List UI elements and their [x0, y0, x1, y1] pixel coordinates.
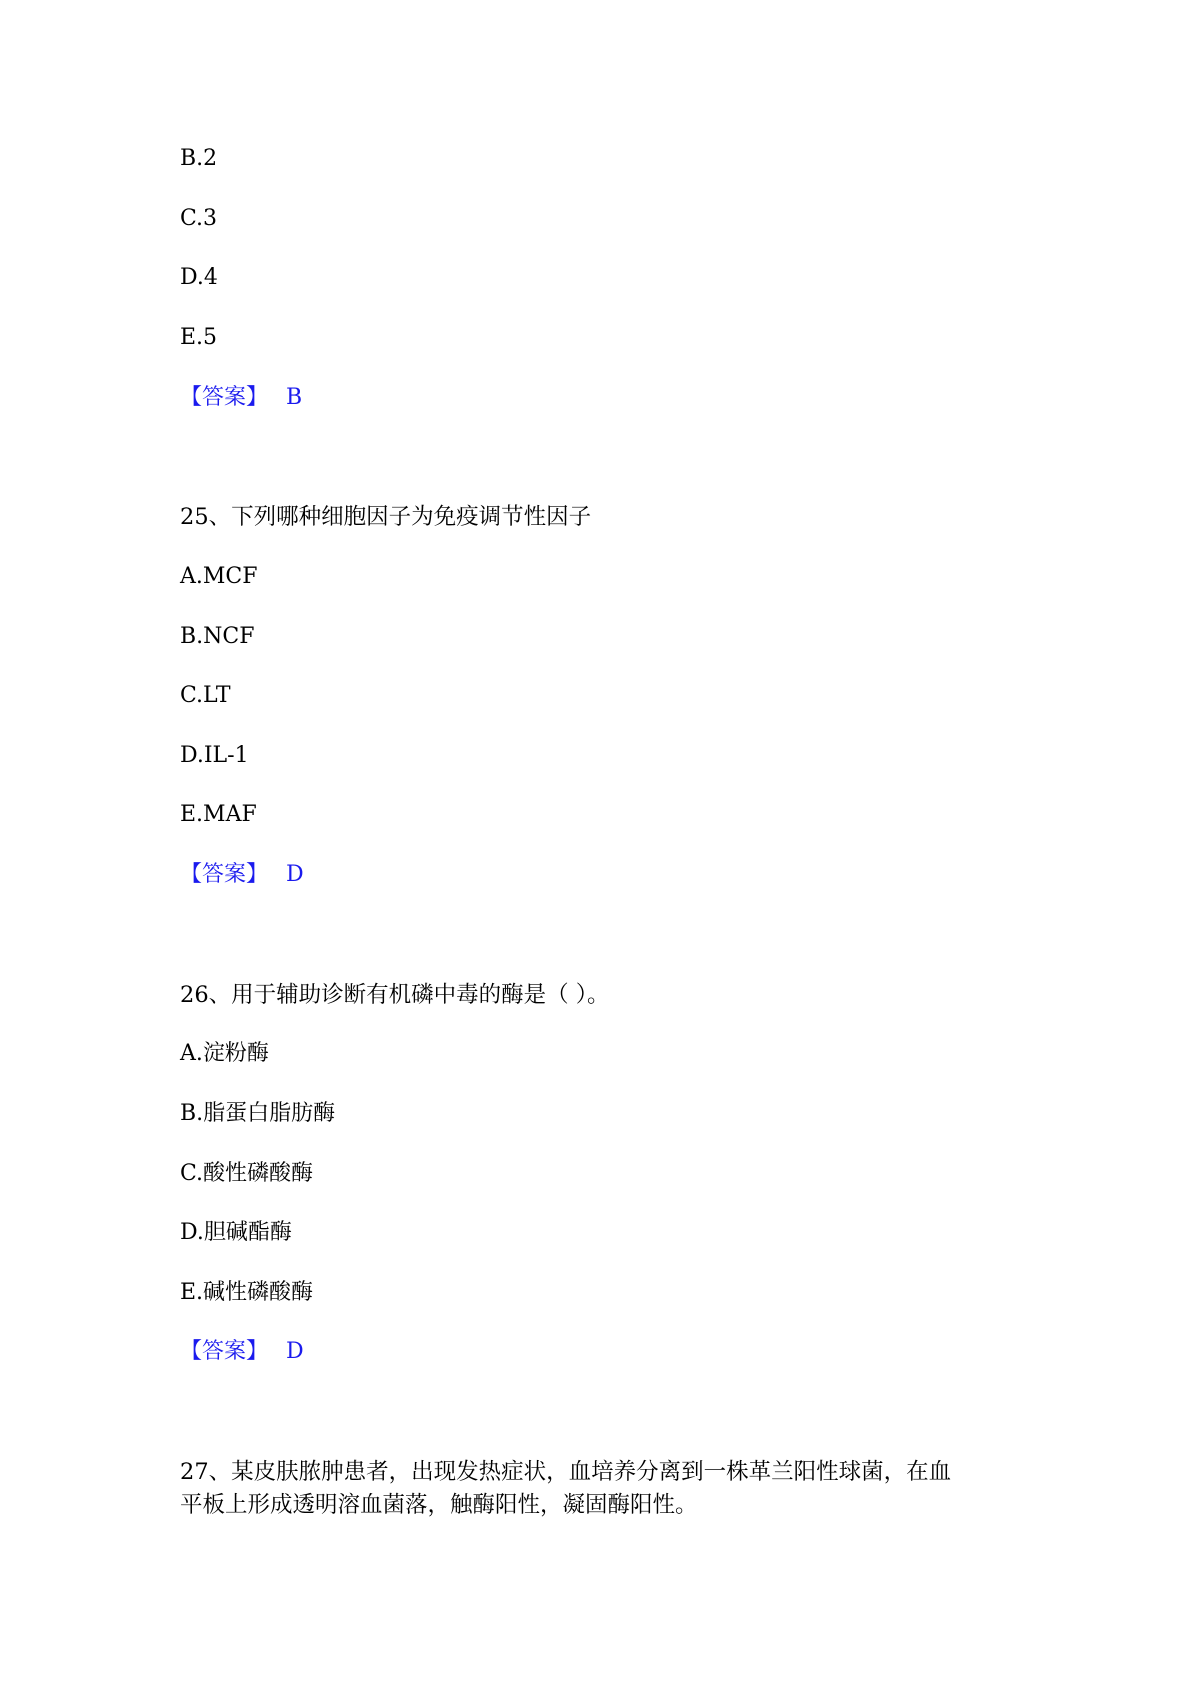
- answer-26: [180, 1337, 304, 1367]
- answer-value: B: [286, 385, 303, 410]
- option-b: B.2: [180, 146, 218, 171]
- question-26-stem: 26、用于辅助诊断有机磷中毒的酶是（ ）。: [180, 982, 610, 1008]
- option-d: D.4: [180, 265, 218, 290]
- question-25-stem: 25、下列哪种细胞因子为免疫调节性因子: [180, 504, 592, 530]
- option-d: D.胆碱酯酶: [180, 1220, 292, 1245]
- option-e: E.碱性磷酸酶: [180, 1280, 314, 1305]
- question-27-stem-line-2: 平板上形成透明溶血菌落，触酶阳性，凝固酶阳性。: [180, 1492, 698, 1518]
- option-c: C.LT: [180, 683, 231, 708]
- option-a: A.淀粉酶: [180, 1041, 269, 1066]
- option-a: A.MCF: [180, 564, 258, 589]
- answer-25: [180, 860, 304, 890]
- option-c: C.3: [180, 206, 218, 231]
- question-27-stem-line-1: 27、某皮肤脓肿患者，出现发热症状，血培养分离到一株革兰阳性球菌，在血: [180, 1459, 952, 1485]
- option-c: C.酸性磷酸酶: [180, 1161, 314, 1186]
- answer-label: 【答案】: [180, 385, 269, 410]
- answer-24: [180, 383, 302, 413]
- option-b: B.脂蛋白脂肪酶: [180, 1101, 336, 1126]
- option-e: E.MAF: [180, 802, 257, 827]
- answer-value: D: [286, 1339, 304, 1364]
- answer-label: 【答案】: [180, 862, 269, 887]
- option-d: D.IL-1: [180, 743, 249, 768]
- answer-value: D: [286, 862, 304, 887]
- option-b: B.NCF: [180, 624, 255, 649]
- answer-label: 【答案】: [180, 1339, 269, 1364]
- option-e: E.5: [180, 325, 218, 350]
